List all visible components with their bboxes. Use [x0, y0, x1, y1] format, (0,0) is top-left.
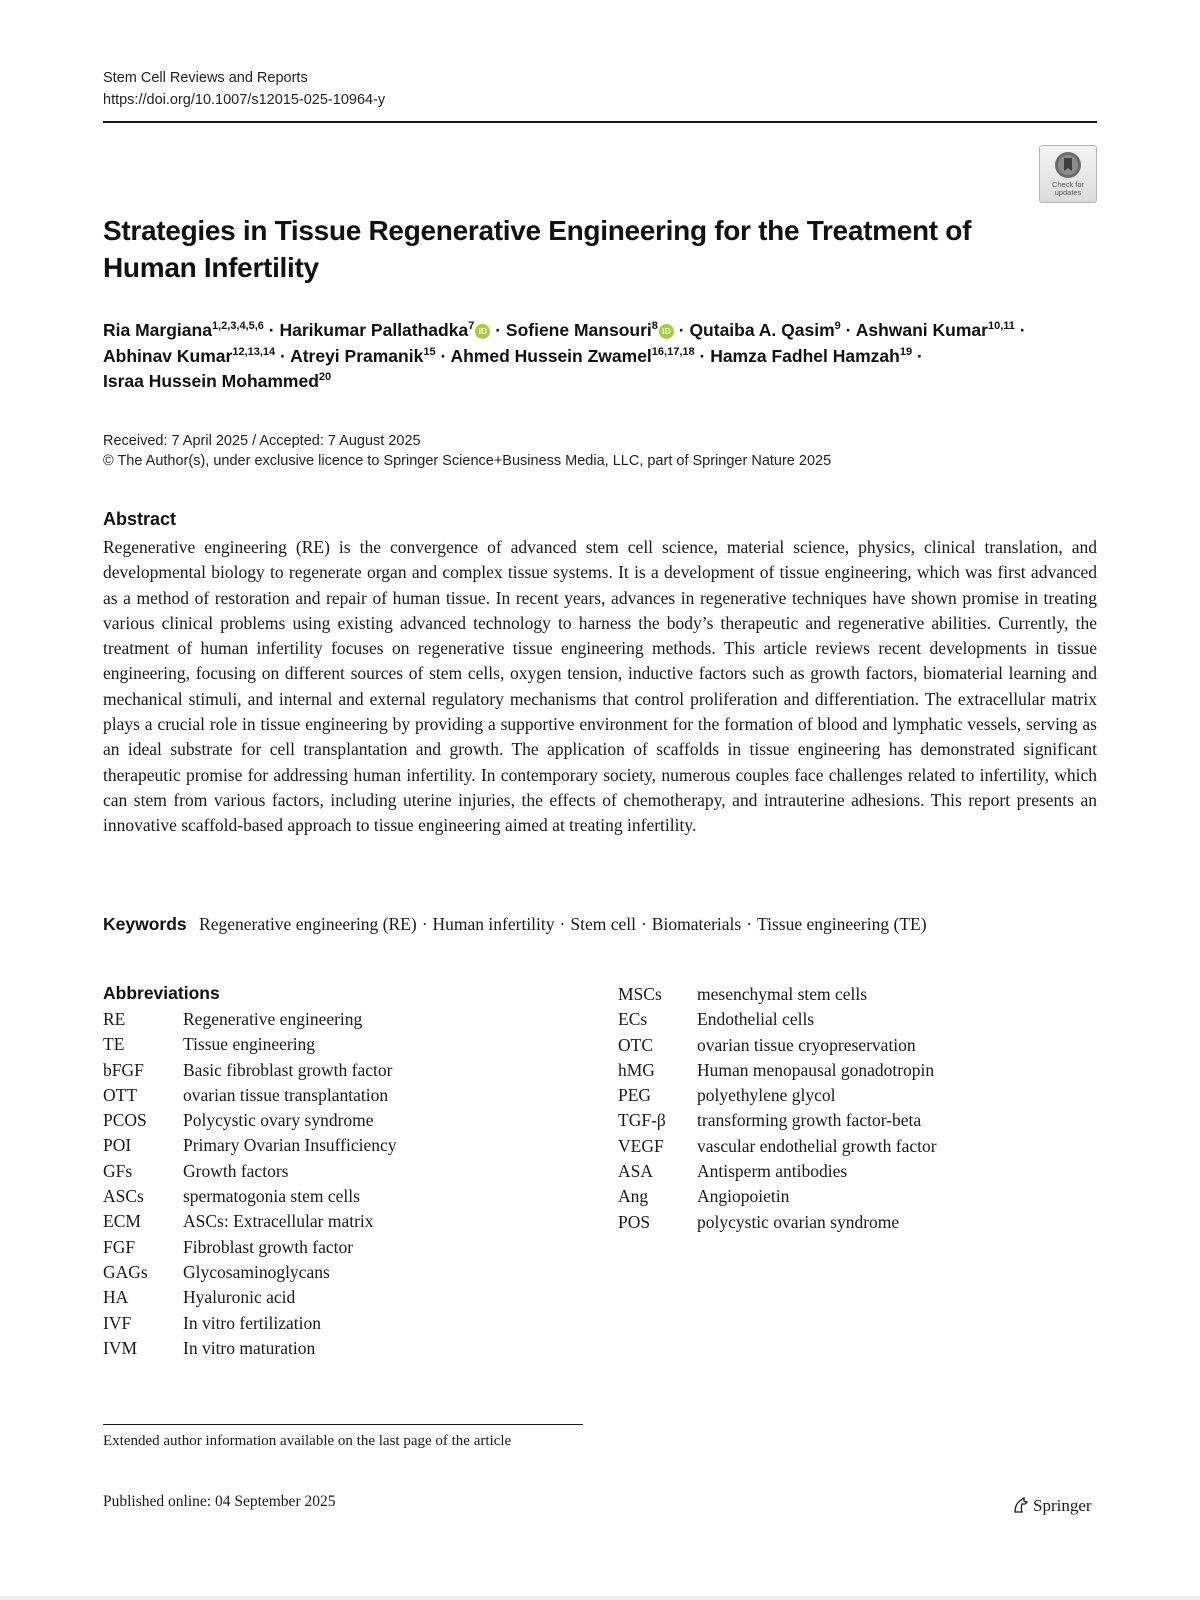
abbreviations-heading: Abbreviations	[103, 983, 220, 1003]
abbreviation-definition: ASCs: Extracellular matrix	[183, 1211, 374, 1232]
author[interactable]	[710, 346, 912, 366]
abbreviation-definition: Antisperm antibodies	[697, 1161, 848, 1182]
page-edge	[0, 1596, 1200, 1600]
badge-label: Check for updates	[1051, 180, 1085, 197]
abbreviations-left-column	[103, 1007, 397, 1361]
abbreviation-term: Ang	[618, 1186, 649, 1207]
author-affiliation: 7	[468, 320, 475, 332]
author-name: Israa Hussein Mohammed	[103, 371, 319, 391]
published-date: Published online: 04 September 2025	[103, 1493, 336, 1510]
author-affiliation: 8	[651, 320, 658, 332]
abbreviation-term: IVF	[103, 1312, 132, 1333]
abbreviation-definition: spermatogonia stem cells	[183, 1186, 360, 1207]
keywords	[103, 912, 927, 937]
abbreviation-row	[103, 1235, 397, 1260]
abbreviation-definition: ovarian tissue transplantation	[183, 1084, 389, 1105]
abbreviation-definition: ovarian tissue cryopreservation	[697, 1034, 916, 1055]
abbreviation-term: TGF-β	[618, 1110, 666, 1131]
abbreviation-definition: Glycosaminoglycans	[183, 1261, 330, 1282]
keywords-label: Keywords	[103, 914, 187, 934]
abbreviation-definition: Tissue engineering	[183, 1034, 316, 1055]
keyword-separator: ·	[559, 914, 566, 934]
abbreviation-definition: Polycystic ovary syndrome	[183, 1110, 374, 1131]
abbreviation-term: GAGs	[103, 1261, 148, 1282]
abbreviation-row	[618, 1083, 937, 1108]
author-separator: ·	[275, 345, 291, 366]
abbreviation-row	[103, 1260, 397, 1285]
author-name: Sofiene Mansouri	[505, 320, 652, 340]
abbreviation-row	[103, 1058, 397, 1083]
keyword: Biomaterials	[651, 914, 742, 934]
abbreviation-row	[618, 982, 937, 1007]
author-affiliation: 20	[318, 371, 332, 383]
abbreviation-definition: transforming growth factor-beta	[697, 1110, 922, 1131]
abbreviation-row	[103, 1311, 397, 1336]
abbreviation-term: OTC	[618, 1034, 653, 1055]
keyword: Stem cell	[570, 914, 636, 934]
abbreviation-definition: In vitro fertilization	[183, 1312, 322, 1333]
abstract-text: Regenerative engineering (RE) is the convergence of advanced stem cell science, material science, physics, clinical translation, and developmental biology to regenerate organ and complex tissue systems. It is a development of tissue engineering, which was first advanced as a method of restoration and repair of human tissue. In recent years, advances in regenerative techniques have shown promise in treating various clinical problems using existing advanced technology to harness the body’s therapeutic and regenerative abilities. Currently, the treatment of human infertility focuses on regenerative tissue engineering methods. This article reviews recent developments in tissue engineering, focusing on different sources of stem cells, oxygen tension, inductive factors such as growth factors, biomaterial learning and mechanical stimuli, and internal and external regulatory mechanisms that control proliferation and differentiation. The extracellular matrix plays a crucial role in tissue engineering by providing a supportive environment for the formation of blood and lymphatic vessels, serving as an ideal substrate for cell transplantation and growth. The application of scaffolds in tissue engineering has demonstrated significant therapeutic promise for addressing human infertility. In contemporary society, numerous couples face challenges related to infertility, which can stem from various factors, including uterine injuries, the effects of chemotherapy, and intrauterine adhesions. This report presents an innovative scaffold-based approach to tissue engineering aimed at treating infertility.	[103, 537, 1097, 836]
author-separator: ·	[1014, 320, 1026, 340]
keyword: Regenerative engineering (RE)	[199, 914, 417, 934]
author-name: Hamza Fadhel Hamzah	[710, 345, 900, 366]
abbreviation-row	[103, 1159, 397, 1184]
abbreviation-term: HA	[103, 1287, 129, 1308]
abbreviation-term: OTT	[103, 1084, 138, 1105]
author-affiliation: 16,17,18	[651, 345, 695, 358]
abbreviation-term: VEGF	[618, 1135, 664, 1156]
abbreviation-term: ECM	[103, 1211, 141, 1232]
abbreviation-definition: Endothelial cells	[697, 1009, 815, 1030]
abbreviation-row	[103, 1133, 397, 1158]
keyword-separator: ·	[746, 914, 753, 934]
author[interactable]	[450, 346, 694, 366]
doi-link[interactable]: https://doi.org/10.1007/s12015-025-10964-y	[103, 92, 386, 108]
abbreviation-term: MSCs	[618, 984, 662, 1004]
orcid-icon[interactable]: iD	[475, 324, 490, 339]
abbreviation-row	[618, 1134, 937, 1159]
author-separator: ·	[490, 320, 506, 340]
abbreviations-right-column	[618, 982, 937, 1235]
author-affiliation: 10,11	[987, 320, 1015, 332]
abbreviation-term: ECs	[618, 1009, 648, 1030]
author-separator: ·	[673, 320, 690, 340]
article-title: Strategies in Tissue Regenerative Engineering for the Treatment of Human Infertility	[103, 215, 972, 283]
springer-horse-icon	[1012, 1496, 1030, 1514]
abbreviation-definition: Regenerative engineering	[183, 1009, 363, 1029]
orcid-icon[interactable]: iD	[659, 324, 674, 339]
author-separator: ·	[435, 345, 451, 366]
abbreviation-definition: Basic fibroblast growth factor	[183, 1059, 393, 1080]
abbreviation-term: FGF	[103, 1236, 136, 1257]
author-separator: ·	[840, 320, 856, 340]
author-separator: ·	[694, 345, 711, 366]
abbreviation-term: GFs	[103, 1160, 133, 1181]
abbreviation-term: PEG	[618, 1085, 652, 1106]
author-name: Abhinav Kumar	[103, 345, 233, 366]
author-name: Ashwani Kumar	[855, 320, 988, 340]
abbreviation-row	[103, 1285, 397, 1310]
abbreviation-row	[103, 1007, 397, 1032]
journal-header	[103, 67, 385, 111]
author-affiliation: 1,2,3,4,5,6	[211, 320, 264, 332]
abbreviation-row	[103, 1336, 397, 1361]
abbreviation-term: RE	[103, 1009, 126, 1029]
copyright-line: © The Author(s), under exclusive licence to Springer Science+Business Media, LLC, part of Springer Nature 2025	[103, 453, 832, 469]
footnote: Extended author information available on the last page of the article	[103, 1433, 512, 1449]
check-for-updates-badge[interactable]	[1039, 145, 1097, 203]
abbreviation-row	[618, 1058, 937, 1083]
abbreviation-term: ASA	[618, 1161, 654, 1182]
abbreviation-row	[618, 1210, 937, 1235]
author-name: Harikumar Pallathadka	[279, 320, 469, 340]
author-affiliation: 15	[423, 345, 436, 358]
abstract-heading: Abstract	[103, 509, 177, 529]
abbreviation-definition: Angiopoietin	[697, 1186, 790, 1207]
author[interactable]	[689, 320, 840, 340]
abbreviation-term: POI	[103, 1135, 132, 1156]
abbreviation-row	[103, 1083, 397, 1108]
abbreviation-row	[103, 1032, 397, 1057]
abbreviation-term: bFGF	[103, 1059, 144, 1080]
abbreviation-definition: Fibroblast growth factor	[183, 1236, 354, 1257]
publisher-name: Springer	[1033, 1496, 1092, 1515]
abbreviation-definition: Human menopausal gonadotropin	[697, 1059, 935, 1080]
author[interactable]	[280, 320, 491, 340]
abbreviation-definition: vascular endothelial growth factor	[697, 1135, 937, 1156]
abbreviation-row	[618, 1108, 937, 1133]
author-affiliation: 9	[834, 320, 841, 332]
abbreviation-row	[618, 1007, 937, 1032]
abbreviation-definition: mesenchymal stem cells	[697, 984, 868, 1004]
abbreviation-definition: Growth factors	[183, 1160, 289, 1181]
abbreviation-definition: Primary Ovarian Insufficiency	[183, 1135, 397, 1156]
author-separator: ·	[263, 320, 280, 340]
author[interactable]	[506, 320, 674, 340]
abbreviation-term: POS	[618, 1211, 651, 1232]
abbreviation-row	[618, 1159, 937, 1184]
abbreviation-row	[103, 1184, 397, 1209]
journal-name: Stem Cell Reviews and Reports	[103, 70, 308, 86]
keyword: Tissue engineering (TE)	[757, 914, 927, 934]
author-separator: ·	[912, 345, 923, 366]
abbreviation-term: IVM	[103, 1337, 138, 1358]
abbreviation-definition: In vitro maturation	[183, 1337, 316, 1358]
author-affiliation: 12,13,14	[232, 345, 276, 358]
keyword-separator: ·	[640, 914, 647, 934]
abbreviation-row	[618, 1184, 937, 1209]
abbreviation-term: TE	[103, 1034, 125, 1055]
header-divider	[103, 121, 1097, 123]
abbreviation-row	[103, 1108, 397, 1133]
author[interactable]	[103, 320, 264, 340]
author[interactable]	[103, 346, 275, 366]
author-affiliation: 19	[899, 345, 913, 358]
abbreviation-row	[103, 1209, 397, 1234]
abbreviation-term: ASCs	[103, 1186, 144, 1207]
abbreviation-definition: Hyaluronic acid	[183, 1287, 296, 1308]
keyword: Human infertility	[432, 914, 555, 934]
abbreviation-term: PCOS	[103, 1110, 147, 1131]
author-list	[103, 318, 1103, 395]
author[interactable]	[856, 320, 1015, 340]
abbreviation-definition: polycystic ovarian syndrome	[697, 1211, 900, 1232]
author-name: Atreyi Pramanik	[290, 345, 424, 366]
author-name: Qutaiba A. Qasim	[689, 320, 835, 340]
abbreviation-term: hMG	[618, 1059, 655, 1080]
bookmark-icon	[1053, 150, 1083, 180]
author[interactable]	[103, 371, 331, 391]
publisher-logo	[1012, 1496, 1092, 1516]
abbreviation-row	[618, 1033, 937, 1058]
author-name: Ria Margiana	[103, 320, 212, 340]
received-accepted: Received: 7 April 2025 / Accepted: 7 August 2025	[103, 433, 421, 449]
footnote-divider	[103, 1424, 583, 1425]
keyword-separator: ·	[421, 914, 428, 934]
author[interactable]	[290, 346, 436, 366]
article-dates	[103, 431, 831, 471]
author-name: Ahmed Hussein Zwamel	[450, 345, 652, 366]
abbreviation-definition: polyethylene glycol	[697, 1085, 836, 1106]
